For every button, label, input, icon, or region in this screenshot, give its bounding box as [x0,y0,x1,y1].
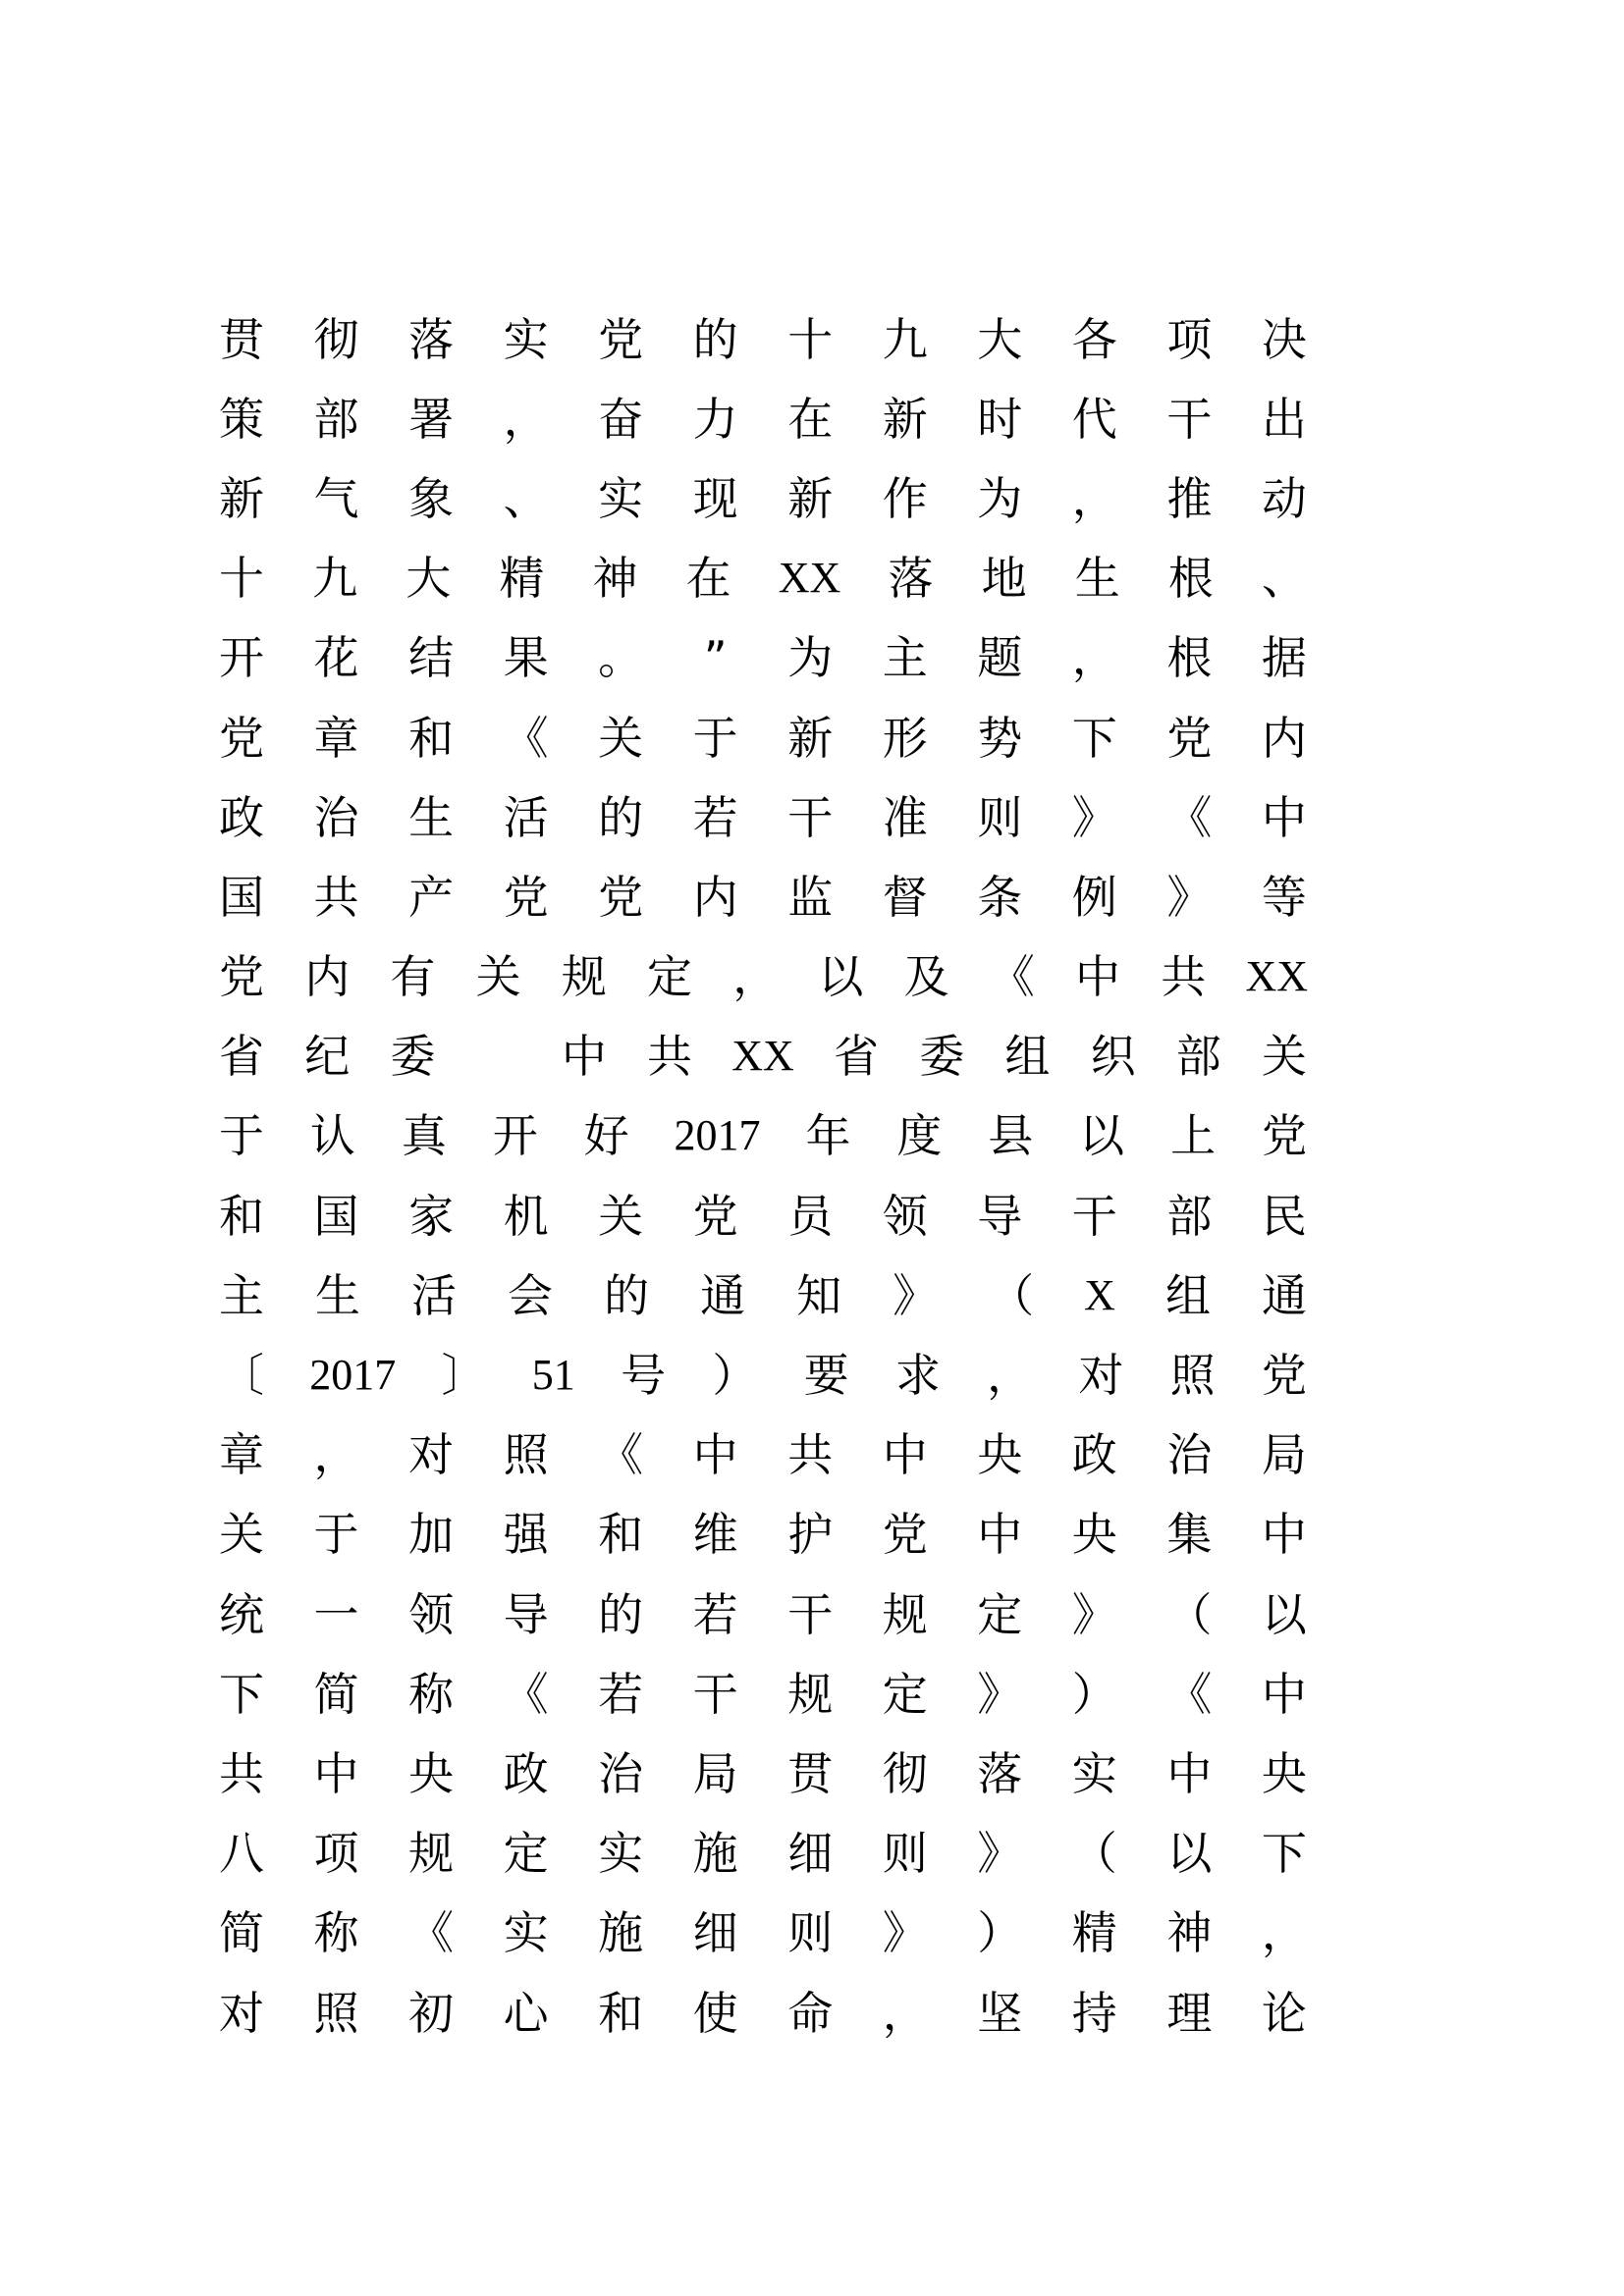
text-glyph: 彻 [882,1746,928,1800]
text-glyph: XX [731,1032,794,1081]
text-glyph: 省 [833,1030,879,1084]
text-glyph: 对 [408,1428,455,1482]
text-glyph: 干 [787,1587,834,1641]
text-glyph: 实 [598,471,644,525]
text-line [218,857,1308,936]
text-glyph: 织 [1090,1030,1136,1084]
text-glyph: 共 [787,1428,834,1482]
text-glyph: 地 [981,552,1027,606]
text-glyph: 中 [1261,790,1307,844]
text-glyph: 决 [1261,312,1307,366]
text-glyph: 的 [598,1587,644,1641]
text-glyph: 使 [692,1986,738,2040]
text-line [218,458,1308,538]
text-glyph: 八 [219,1827,264,1881]
text-glyph: 委 [390,1030,436,1084]
text-glyph: 部 [1166,1189,1213,1243]
text-glyph: 政 [503,1746,549,1800]
text-glyph: 下 [1071,711,1117,765]
text-glyph: 动 [1261,471,1307,525]
text-glyph: 政 [1071,1428,1117,1482]
text-glyph: 精 [499,552,545,606]
text-glyph: 作 [882,471,928,525]
text-glyph: 共 [1161,950,1207,1004]
text-glyph: 党 [219,950,264,1004]
text-glyph: 下 [219,1667,264,1721]
text-glyph: 内 [692,870,738,924]
text-line [218,1973,1308,2053]
text-glyph: 党 [1261,1349,1307,1403]
text-glyph: 《 [989,950,1035,1004]
text-glyph: 要 [803,1349,849,1403]
text-glyph: 实 [503,312,549,366]
text-glyph: 神 [1166,1906,1213,1960]
text-glyph: 党 [598,870,644,924]
text-glyph: 代 [1071,392,1117,446]
text-glyph: 以 [1079,1109,1125,1163]
text-glyph: 于 [313,1508,359,1562]
text-glyph: 照 [503,1428,549,1482]
text-glyph: 落 [977,1746,1023,1800]
text-glyph: 以 [818,950,864,1004]
text-line [218,618,1308,698]
text-glyph: 2017 [674,1111,761,1160]
text-glyph: 简 [313,1667,359,1721]
text-glyph: 定 [882,1667,928,1721]
text-glyph: 项 [313,1827,359,1881]
text-glyph: 为 [787,631,834,685]
text-glyph: 署 [408,392,455,446]
text-glyph: 护 [787,1508,834,1562]
text-glyph: 若 [692,790,738,844]
text-glyph: 生 [408,790,455,844]
text-glyph: 主 [882,631,928,685]
text-line [218,1654,1308,1734]
text-glyph: 等 [1261,870,1307,924]
text-glyph: 干 [1071,1189,1117,1243]
text-glyph: 央 [408,1746,455,1800]
text-glyph: 实 [503,1906,549,1960]
text-glyph: 局 [1261,1428,1307,1482]
text-glyph: 则 [787,1906,834,1960]
text-glyph: 奋 [598,392,644,446]
text-glyph: 》 [1071,790,1117,844]
text-glyph: 结 [408,631,455,685]
text-glyph: 的 [692,312,738,366]
text-glyph: 生 [1074,552,1120,606]
text-glyph: 新 [219,471,264,525]
text-glyph: 规 [408,1827,455,1881]
text-glyph: 规 [882,1587,928,1641]
text-glyph: X [1084,1270,1115,1319]
text-glyph: 在 [685,552,731,606]
text-glyph: 。 [598,631,644,685]
text-glyph: ， [987,1349,1033,1403]
text-glyph: 共 [647,1030,693,1084]
text-glyph: 导 [503,1587,549,1641]
text-glyph: 员 [787,1189,834,1243]
text-glyph: 根 [1166,631,1213,685]
text-glyph: （ [1166,1587,1213,1641]
text-glyph: 》 [977,1667,1023,1721]
text-line [218,1096,1308,1176]
text-glyph: 组 [1164,1268,1211,1322]
text-glyph: 真 [401,1109,447,1163]
text-glyph: 中 [1166,1746,1213,1800]
text-glyph: 共 [219,1746,264,1800]
text-line [218,937,1308,1017]
text-glyph: 《 [503,1667,549,1721]
text-glyph: 督 [882,870,928,924]
text-glyph: 〔 [219,1349,264,1403]
text-glyph: 彻 [313,312,359,366]
text-glyph: 于 [219,1109,264,1163]
text-glyph: 关 [598,1189,644,1243]
text-glyph: 贯 [219,312,264,366]
text-glyph: ” [703,631,728,685]
text-glyph: 中 [977,1508,1023,1562]
text-glyph: 、 [1261,552,1307,606]
text-glyph: 新 [787,471,834,525]
text-glyph: 神 [592,552,638,606]
text-glyph: 九 [882,312,928,366]
text-glyph: 气 [313,471,359,525]
text-line [218,1255,1308,1335]
text-glyph: 于 [692,711,738,765]
text-glyph: 对 [219,1986,264,2040]
text-line [218,1415,1308,1495]
text-glyph: 强 [503,1508,549,1562]
text-glyph: 象 [408,471,455,525]
text-glyph: 导 [977,1189,1023,1243]
text-glyph: ， [1071,631,1117,685]
text-glyph: 照 [313,1986,359,2040]
text-glyph: 称 [408,1667,455,1721]
text-glyph: 出 [1261,392,1307,446]
text-glyph: 根 [1167,552,1214,606]
text-glyph: 《 [503,711,549,765]
text-glyph: 为 [977,471,1023,525]
text-glyph: 国 [219,870,264,924]
text-glyph: 落 [888,552,934,606]
text-glyph: 及 [903,950,949,1004]
text-glyph: 〕 [441,1349,487,1403]
text-glyph: 推 [1166,471,1213,525]
text-glyph: 时 [977,392,1023,446]
text-glyph: 认 [309,1109,355,1163]
text-glyph: 党 [598,312,644,366]
text-glyph: 称 [313,1906,359,1960]
text-glyph: 统 [219,1587,264,1641]
text-glyph: 机 [503,1189,549,1243]
text-glyph: 有 [390,950,436,1004]
text-glyph: 理 [1166,1986,1213,2040]
text-glyph: 党 [882,1508,928,1562]
text-glyph: 》 [893,1268,939,1322]
text-glyph: 项 [1166,312,1213,366]
text-glyph: 例 [1071,870,1117,924]
text-glyph: 和 [598,1508,644,1562]
text-glyph: 细 [692,1906,738,1960]
text-glyph: 《 [1166,790,1213,844]
text-glyph: 据 [1261,631,1307,685]
text-glyph: 新 [882,392,928,446]
text-glyph: 关 [219,1508,264,1562]
text-glyph: 上 [1170,1109,1217,1163]
text-glyph: ） [1071,1667,1117,1721]
text-glyph: 十 [219,552,264,606]
text-glyph: 以 [1261,1587,1307,1641]
text-line [218,1894,1308,1973]
text-glyph: ， [1261,1906,1307,1960]
text-glyph: 党 [1166,711,1213,765]
text-glyph: ） [977,1906,1023,1960]
text-glyph: XX [1245,952,1308,1001]
text-glyph: 通 [700,1268,746,1322]
text-glyph: 一 [313,1587,359,1641]
text-glyph: 定 [647,950,693,1004]
text-glyph: 部 [1175,1030,1221,1084]
text-glyph: 、 [503,471,549,525]
text-glyph: ， [503,392,549,446]
text-glyph: 县 [988,1109,1034,1163]
text-glyph: 若 [598,1667,644,1721]
text-glyph: 中 [692,1428,738,1482]
text-glyph: 活 [503,790,549,844]
text-glyph: 心 [503,1986,549,2040]
text-glyph: 对 [1078,1349,1124,1403]
text-glyph: ， [1071,471,1117,525]
text-glyph: 在 [787,392,834,446]
text-glyph: 51 [531,1351,575,1400]
text-glyph: 中 [313,1746,359,1800]
text-glyph: 《 [598,1428,644,1482]
text-line [218,1575,1308,1654]
text-glyph: 落 [408,312,455,366]
text-glyph: 则 [977,790,1023,844]
text-glyph: 会 [508,1268,554,1322]
text-line [218,1814,1308,1894]
text-glyph: 干 [692,1667,738,1721]
text-glyph: 形 [882,711,928,765]
text-glyph: 关 [1262,1030,1307,1084]
text-glyph: 中 [1261,1508,1307,1562]
text-glyph: 下 [1261,1827,1307,1881]
text-glyph: 委 [919,1030,965,1084]
text-glyph: 章 [313,711,359,765]
text-glyph: 则 [882,1827,928,1881]
text-glyph: 2017 [309,1351,397,1400]
text-glyph: 章 [219,1428,264,1482]
text-glyph: 关 [475,950,521,1004]
text-glyph: 和 [598,1986,644,2040]
text-glyph: 实 [1071,1746,1117,1800]
text-glyph: 家 [408,1189,455,1243]
text-glyph: 《 [1166,1667,1213,1721]
text-glyph: 国 [313,1189,359,1243]
text-glyph: 度 [896,1109,943,1163]
text-glyph: 若 [692,1587,738,1641]
text-glyph: 干 [1166,392,1213,446]
text-glyph: 定 [503,1827,549,1881]
text-glyph: 关 [598,711,644,765]
text-glyph: 新 [787,711,834,765]
text-glyph: 各 [1071,312,1117,366]
text-glyph: ， [882,1986,928,2040]
text-glyph: 论 [1261,1986,1307,2040]
text-glyph: 省 [219,1030,264,1084]
text-line [218,539,1308,618]
text-glyph: 的 [598,790,644,844]
text-glyph: 》 [882,1906,928,1960]
text-glyph: 主 [219,1268,264,1322]
text-glyph: 监 [787,870,834,924]
text-glyph: 势 [977,711,1023,765]
text-glyph: 规 [561,950,607,1004]
text-glyph: 》 [977,1827,1023,1881]
body-text [218,299,1308,2053]
text-glyph: 题 [977,631,1023,685]
text-glyph: （ [989,1268,1035,1322]
text-glyph: 央 [1261,1746,1307,1800]
text-glyph: 局 [692,1746,738,1800]
text-glyph: 现 [692,471,738,525]
text-glyph: 政 [219,790,264,844]
text-glyph: ， [732,950,779,1004]
text-glyph: 》 [1071,1587,1117,1641]
text-glyph: 党 [1261,1109,1307,1163]
text-glyph: 大 [406,552,452,606]
text-glyph: 民 [1261,1189,1307,1243]
text-glyph: 年 [805,1109,851,1163]
text-glyph: ， [313,1428,359,1482]
text-glyph: 大 [977,312,1023,366]
text-glyph: 准 [882,790,928,844]
text-glyph: 《 [408,1906,455,1960]
text-glyph: 精 [1071,1906,1117,1960]
text-glyph: 持 [1071,1986,1117,2040]
text-glyph: 内 [304,950,351,1004]
text-glyph: 央 [977,1428,1023,1482]
text-glyph: 贯 [787,1746,834,1800]
text-glyph: 规 [787,1667,834,1721]
text-glyph: 好 [583,1109,629,1163]
text-glyph: 维 [692,1508,738,1562]
text-glyph: 花 [313,631,359,685]
text-glyph: 共 [313,870,359,924]
text-glyph: 知 [796,1268,842,1322]
text-line [218,698,1308,777]
text-glyph: 内 [1261,711,1307,765]
text-glyph: 集 [1166,1508,1213,1562]
text-glyph: 和 [408,711,455,765]
text-glyph: ） [712,1349,758,1403]
text-glyph: 组 [1004,1030,1051,1084]
text-glyph: 力 [692,392,738,446]
text-glyph: 求 [894,1349,941,1403]
text-glyph: 的 [604,1268,650,1322]
text-line [218,1017,1308,1096]
text-glyph: 九 [312,552,358,606]
text-glyph: （ [1071,1827,1117,1881]
text-line [218,1495,1308,1575]
text-glyph: 命 [787,1986,834,2040]
text-glyph: 施 [598,1906,644,1960]
text-glyph: 中 [1075,950,1121,1004]
text-glyph: 简 [219,1906,264,1960]
text-glyph: 十 [787,312,834,366]
text-glyph: 照 [1169,1349,1216,1403]
text-glyph: 策 [219,392,264,446]
text-glyph: 党 [692,1189,738,1243]
text-glyph: 党 [503,870,549,924]
text-glyph: 领 [882,1189,928,1243]
text-glyph: 干 [787,790,834,844]
text-glyph: 实 [598,1827,644,1881]
text-glyph: 和 [219,1189,264,1243]
text-line [218,1734,1308,1813]
text-glyph: 开 [219,631,264,685]
text-glyph: 央 [1071,1508,1117,1562]
text-glyph: 定 [977,1587,1023,1641]
text-glyph: 治 [1166,1428,1213,1482]
text-glyph: 中 [561,1030,607,1084]
text-glyph: 生 [315,1268,361,1322]
text-glyph: 党 [219,711,264,765]
text-glyph: 中 [1261,1667,1307,1721]
text-glyph: 中 [882,1428,928,1482]
text-glyph: XX [778,554,841,603]
text-glyph: 》 [1166,870,1213,924]
text-line [218,299,1308,379]
text-glyph: 通 [1261,1268,1307,1322]
text-glyph: 纪 [304,1030,351,1084]
text-line [218,1176,1308,1255]
text-glyph: 号 [621,1349,667,1403]
text-glyph: 治 [313,790,359,844]
text-glyph: 部 [313,392,359,446]
text-glyph: 活 [411,1268,458,1322]
text-glyph: 以 [1166,1827,1213,1881]
text-glyph: 果 [503,631,549,685]
text-glyph: 条 [977,870,1023,924]
text-glyph: 开 [492,1109,538,1163]
text-glyph: 细 [787,1827,834,1881]
text-line [218,379,1308,458]
text-line [218,777,1308,857]
text-glyph: 施 [692,1827,738,1881]
text-glyph: 治 [598,1746,644,1800]
text-glyph: 领 [408,1587,455,1641]
text-glyph: 加 [408,1508,455,1562]
text-glyph [475,1034,522,1079]
text-glyph: 初 [408,1986,455,2040]
text-glyph: 坚 [977,1986,1023,2040]
text-line [218,1335,1308,1415]
text-glyph: 产 [408,870,455,924]
